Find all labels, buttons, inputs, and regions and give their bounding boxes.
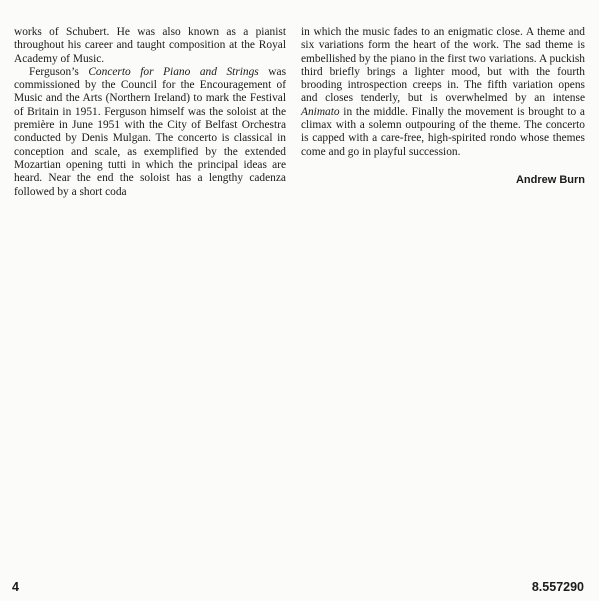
left-text-column: [14, 26, 286, 199]
paragraph-concerto-commission: [14, 66, 286, 199]
paragraph-variations-lead: in which the music fades to an enigmatic close. A theme and six variations form the heart of the work. The sad theme is embellished by the piano in the first two variations. A puckish third briefly brings a lighter mood, but with the fourth brooding introspection creeps in. The fifth variation opens and closes tenderly, but is overwhelmed by an intense: [301, 26, 585, 105]
catalog-number: 8.557290: [531, 580, 584, 594]
right-text-column: [301, 26, 585, 187]
paragraph-body-text: was commissioned by the Council for the Encouragement of Music and the Arts (Northern Ireland) to mark the Festival of Britain in 1951. Ferguson himself was the soloist at the première in June 1951 with the City of Belfast Orchestra conducted by Denis Mulgan. The concerto is classical in conception and scale, as exemplified by the extended Mozartian opening tutti in which the principal ideas are heard. Near the end the soloist has a lengthy cadenza followed by a short coda: [14, 65, 287, 198]
page-number: 4: [12, 580, 19, 594]
animato-term: Animato: [301, 105, 340, 118]
concerto-title: Concerto for Piano and Strings: [88, 65, 259, 78]
paragraph-variations-tail: in the middle. Finally the movement is brought to a climax with a solemn outpouring of the theme. The concerto is capped with a care-free, high-spirited rondo whose themes come and go in playful succession.: [301, 105, 585, 158]
paragraph-lead-text: Ferguson’s: [29, 65, 89, 78]
paragraph-variations: [301, 26, 585, 159]
author-signature: Andrew Burn: [515, 173, 585, 186]
paragraph-schubert: works of Schubert. He was also known as a pianist throughout his career and taught composition at the Royal Academy of Music.: [14, 26, 286, 65]
